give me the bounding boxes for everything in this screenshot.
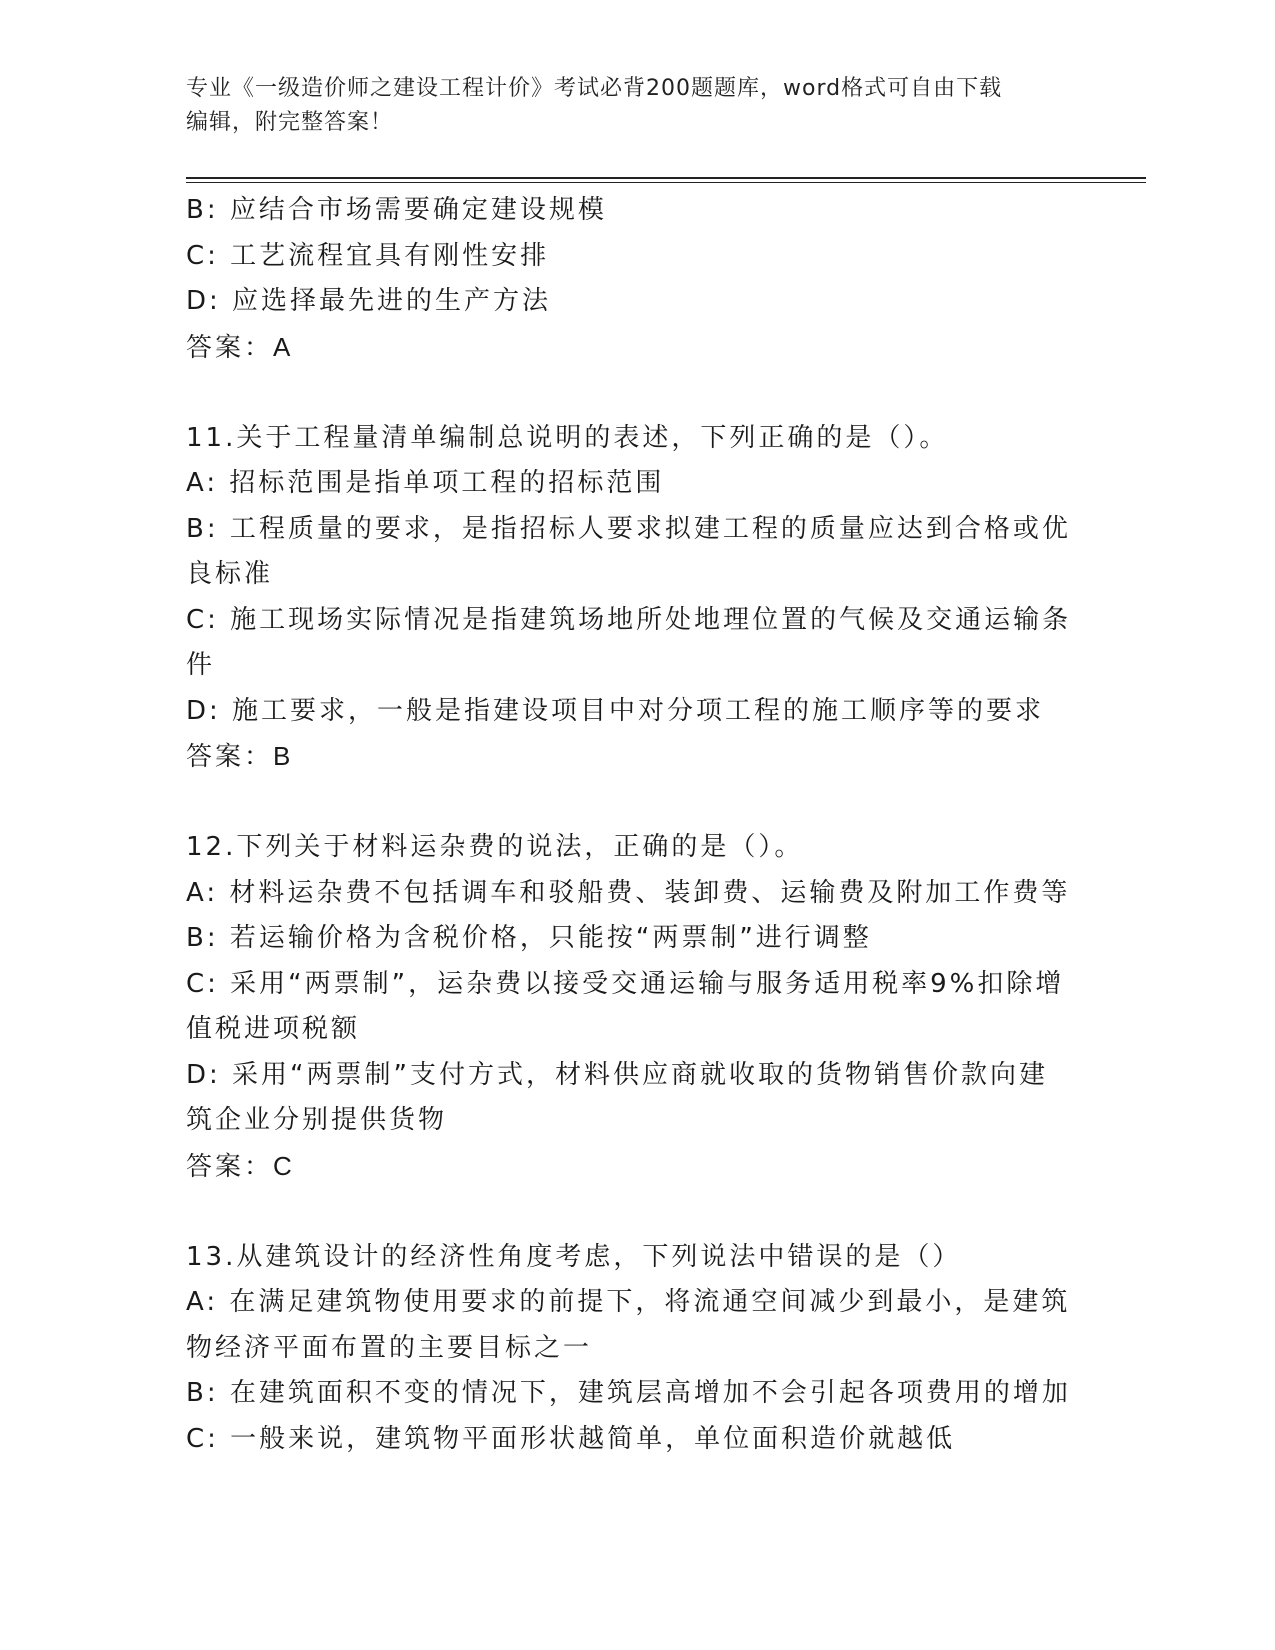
option-c: C: 采用“两票制”，运杂费以接受交通运输与服务适用税率9%扣除增 xyxy=(186,968,1065,999)
header-divider-thick xyxy=(186,177,1146,179)
question-12 xyxy=(186,825,1086,1189)
answer-line: 答案：C xyxy=(186,1150,295,1181)
option-c: C: 施工现场实际情况是指建筑场地所处地理位置的气候及交通运输条 xyxy=(186,604,1072,635)
option-d: D: 施工要求，一般是指建设项目中对分项工程的施工顺序等的要求 xyxy=(186,695,1045,726)
option-a: A: 招标范围是指单项工程的招标范围 xyxy=(186,468,665,498)
question-10-continued xyxy=(186,188,1086,370)
answer-line: 答案：B xyxy=(186,741,294,771)
option-a: A: 材料运杂费不包括调车和驳船费、装卸费、运输费及附加工作费等 xyxy=(186,877,1071,908)
question-spacer xyxy=(186,780,1086,826)
option-b-continued: 良标准 xyxy=(186,559,274,589)
question-text: 11.关于工程量清单编制总说明的表述，下列正确的是（）。 xyxy=(186,422,949,453)
option-b: B: 应结合市场需要确定建设规模 xyxy=(186,195,607,225)
question-spacer xyxy=(186,1189,1086,1235)
option-b: B: 工程质量的要求，是指招标人要求拟建工程的质量应达到合格或优 xyxy=(186,513,1071,544)
option-a: A: 在满足建筑物使用要求的前提下，将流通空间减少到最小，是建筑 xyxy=(186,1287,1071,1317)
option-d: D: 采用“两票制”支付方式，材料供应商就收取的货物销售价款向建 xyxy=(186,1059,1048,1090)
option-a-continued: 物经济平面布置的主要目标之一 xyxy=(186,1332,593,1363)
question-spacer xyxy=(186,370,1086,416)
header-title-line-2: 编辑，附完整答案！ xyxy=(186,110,394,135)
option-c: C: 工艺流程宜具有刚性安排 xyxy=(186,240,550,271)
option-c-continued: 值税进项税额 xyxy=(186,1014,361,1044)
header-divider-thin xyxy=(186,182,1146,183)
option-d: D: 应选择最先进的生产方法 xyxy=(186,286,552,316)
question-text: 13.从建筑设计的经济性角度考虑，下列说法中错误的是（） xyxy=(186,1241,962,1272)
question-list xyxy=(186,188,1086,1462)
question-text: 12.下列关于材料运杂费的说法，正确的是（）。 xyxy=(186,832,804,862)
option-d-continued: 筑企业分别提供货物 xyxy=(186,1105,448,1135)
answer-line: 答案：A xyxy=(186,331,294,362)
question-13 xyxy=(186,1235,1086,1463)
option-b: B: 在建筑面积不变的情况下，建筑层高增加不会引起各项费用的增加 xyxy=(186,1378,1071,1408)
option-b: B: 若运输价格为含税价格，只能按“两票制”进行调整 xyxy=(186,923,872,953)
option-c-continued: 件 xyxy=(186,650,216,680)
document-header xyxy=(186,72,1066,140)
question-11 xyxy=(186,416,1086,780)
option-c: C: 一般来说，建筑物平面形状越简单，单位面积造价就越低 xyxy=(186,1423,956,1454)
header-title-line-1: 专业《一级造价师之建设工程计价》考试必背200题题库，word格式可自由下载 xyxy=(186,76,1003,101)
